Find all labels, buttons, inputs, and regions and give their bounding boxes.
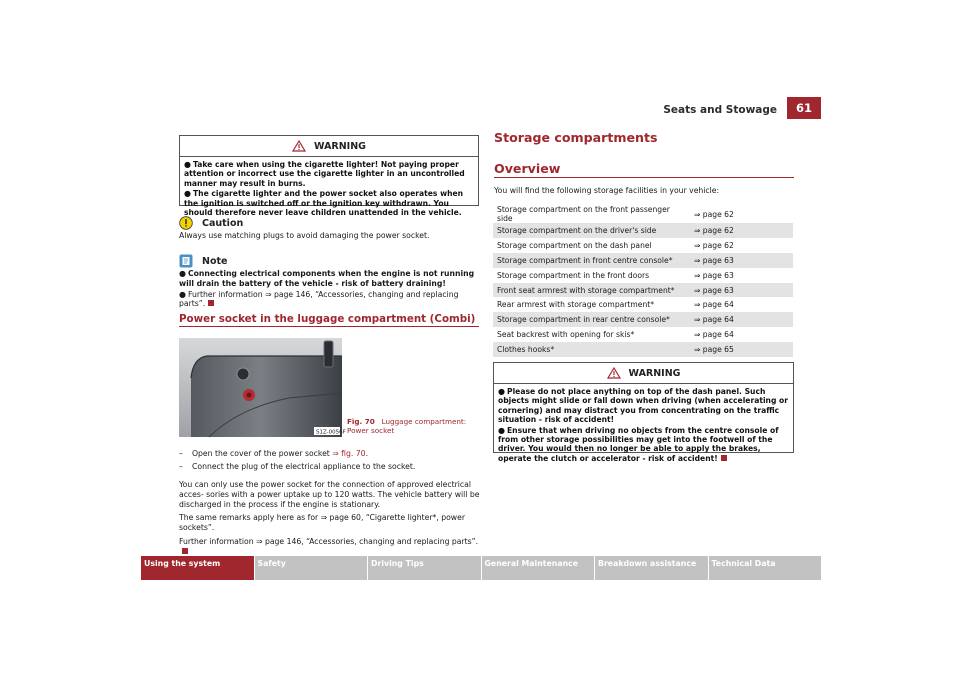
- warning-item: [184, 189, 474, 217]
- page-reference-link[interactable]: ⇒ page 63: [690, 283, 793, 298]
- running-header-title: Seats and Stowage: [663, 104, 777, 116]
- page-reference-link[interactable]: ⇒ page 64: [694, 330, 734, 340]
- warning-body: [180, 157, 478, 222]
- nav-tab-using-the-system[interactable]: Using the system: [141, 556, 255, 580]
- step-text: Open the cover of the power socket: [192, 449, 333, 458]
- table-row: [493, 297, 793, 312]
- paragraph-text: Further information ⇒ page 146, “Accessories, changing and replacing parts”.: [179, 536, 479, 546]
- storage-item-name: Clothes hooks*: [493, 342, 690, 357]
- storage-item-name: Storage compartment on the dash panel: [497, 240, 652, 250]
- end-marker-icon: [208, 300, 214, 306]
- bullet-icon: ●: [498, 425, 505, 435]
- steps-list: [179, 449, 479, 472]
- table-row: [493, 342, 793, 357]
- step-dash: –: [179, 449, 183, 458]
- end-marker-icon: [721, 455, 727, 461]
- table-row: [493, 205, 793, 223]
- figure-caption: [347, 418, 482, 435]
- bullet-icon: ●: [184, 160, 191, 169]
- caution-text: Always use matching plugs to avoid damaging the power socket.: [179, 231, 430, 240]
- note-item-text: Connecting electrical components when the engine is not running will drain the battery of the vehicle - risk of battery draining!: [179, 269, 475, 288]
- nav-tab-breakdown-assistance[interactable]: Breakdown assistance: [595, 556, 709, 580]
- warning-item: [498, 426, 789, 464]
- bullet-icon: ●: [498, 387, 505, 396]
- nav-tab-general-maintenance[interactable]: General Maintenance: [482, 556, 596, 580]
- warning-body: [494, 384, 793, 468]
- page-reference-link[interactable]: ⇒ page 62: [694, 240, 734, 250]
- figure-luggage-compartment-power-socket: [179, 338, 346, 437]
- storage-item-name: Seat backrest with opening for skis*: [497, 330, 635, 340]
- intro-text: You will find the following storage facilities in your vehicle:: [494, 186, 720, 195]
- warning-triangle-icon: [607, 367, 621, 379]
- nav-tab-safety[interactable]: Safety: [255, 556, 369, 580]
- paragraph: [179, 537, 481, 557]
- nav-tab-driving-tips[interactable]: Driving Tips: [368, 556, 482, 580]
- note-item: [179, 290, 479, 310]
- warning-item-text: Ensure that when driving no objects from the centre console of from other storage possibilities may get into the footwell of the driver. You would then no longer be able to apply the brakes, operate the clutch or accelerator - risk of accident!: [498, 425, 779, 463]
- storage-table: [493, 205, 793, 357]
- warning-box-storage: [493, 362, 794, 463]
- warning-title: WARNING: [628, 367, 681, 379]
- figure-caption-label: Fig. 70: [347, 417, 375, 426]
- table-row: [493, 327, 793, 342]
- caution-heading: [179, 216, 243, 230]
- note-body: [179, 269, 479, 309]
- page-number: 61: [787, 97, 821, 119]
- bullet-icon: ●: [179, 269, 186, 278]
- page-reference-link[interactable]: ⇒ page 63: [690, 253, 793, 268]
- heading-rule: [179, 326, 479, 327]
- storage-item-name: Storage compartment in rear centre console*: [493, 312, 690, 327]
- fig-reference-link[interactable]: ⇒ fig. 70: [332, 449, 366, 458]
- table-row: [493, 253, 793, 268]
- step-item: [179, 449, 479, 459]
- page-reference-link[interactable]: ⇒ page 63: [694, 270, 734, 280]
- bullet-icon: ●: [179, 289, 186, 299]
- note-icon: [179, 254, 193, 268]
- note-heading: [179, 254, 227, 268]
- warning-header: [180, 136, 478, 157]
- page-reference-link[interactable]: ⇒ page 64: [694, 300, 734, 310]
- storage-item-name: Front seat armrest with storage compartment*: [493, 283, 690, 298]
- page-reference-link[interactable]: ⇒ page 62: [690, 223, 793, 238]
- storage-item-name: Storage compartment in the front doors: [497, 270, 650, 280]
- nav-tab-technical-data[interactable]: Technical Data: [709, 556, 823, 580]
- heading-rule: [494, 177, 794, 178]
- table-row: [493, 312, 793, 327]
- paragraph: You can only use the power socket for the connection of approved electrical acces- sories with a power uptake up to 120 watts. The vehicle battery will be discharged in the process if the engine is stationary.: [179, 480, 480, 509]
- note-item-text: Further information ⇒ page 146, “Accessories, changing and replacing parts”.: [179, 289, 459, 309]
- table-row: [493, 268, 793, 283]
- sub-heading: Overview: [494, 161, 561, 176]
- end-marker-icon: [182, 548, 188, 554]
- warning-item: [184, 160, 474, 188]
- caution-title: Caution: [202, 217, 244, 229]
- storage-item-name: Rear armrest with storage compartment*: [497, 300, 655, 310]
- page-reference-link[interactable]: ⇒ page 64: [690, 312, 793, 327]
- storage-item-name: Storage compartment on the front passenger side: [497, 205, 670, 223]
- note-item: [179, 269, 479, 289]
- storage-item-name: Storage compartment in front centre console*: [493, 253, 690, 268]
- section-heading-power-socket: Power socket in the luggage compartment (Combi): [179, 313, 476, 325]
- warning-triangle-icon: [292, 140, 306, 152]
- note-title: Note: [202, 255, 228, 267]
- storage-item-name: Storage compartment on the driver's side: [493, 223, 690, 238]
- warning-item-text: Take care when using the cigarette lighter! Not paying proper attention or incorrect use the cigarette lighter in an uncontrolled manner may result in burns.: [184, 160, 465, 188]
- warning-title: WARNING: [314, 140, 366, 152]
- step-tail: .: [365, 449, 369, 458]
- table-row: [493, 223, 793, 238]
- main-heading: Storage compartments: [494, 130, 658, 145]
- warning-item: [498, 387, 789, 425]
- step-item: [179, 462, 479, 472]
- table-row: [493, 238, 793, 253]
- paragraph: The same remarks apply here as for ⇒ page 60, “Cigarette lighter*, power sockets”.: [179, 513, 465, 533]
- bullet-icon: ●: [184, 189, 191, 199]
- warning-header: [494, 363, 793, 384]
- figure-caption-text: Luggage compartment: Power socket: [347, 417, 467, 435]
- warning-item-text: Please do not place anything on top of the dash panel. Such objects might slide or fall down when driving (when accelerating or cornering) and may distract you from concentrating on the traffic situation - risk of accident!: [498, 387, 789, 425]
- warning-item-text: The cigarette lighter and the power socket also operates when the ignition is switched off or the ignition key withdrawn. You should therefore never leave children unattended in the vehicle.: [184, 189, 464, 218]
- table-row: [493, 283, 793, 298]
- caution-icon: [179, 216, 193, 230]
- body-paragraphs: [179, 480, 481, 557]
- page-reference-link[interactable]: ⇒ page 65: [690, 342, 793, 357]
- warning-box-cigarette-lighter: [179, 135, 479, 218]
- step-dash: –: [179, 461, 183, 471]
- chapter-nav-bar: [141, 556, 822, 580]
- page-reference-link[interactable]: ⇒ page 62: [694, 209, 734, 219]
- figure-code: S1Z-0056F: [316, 429, 346, 436]
- step-text: Connect the plug of the electrical appliance to the socket.: [192, 461, 416, 471]
